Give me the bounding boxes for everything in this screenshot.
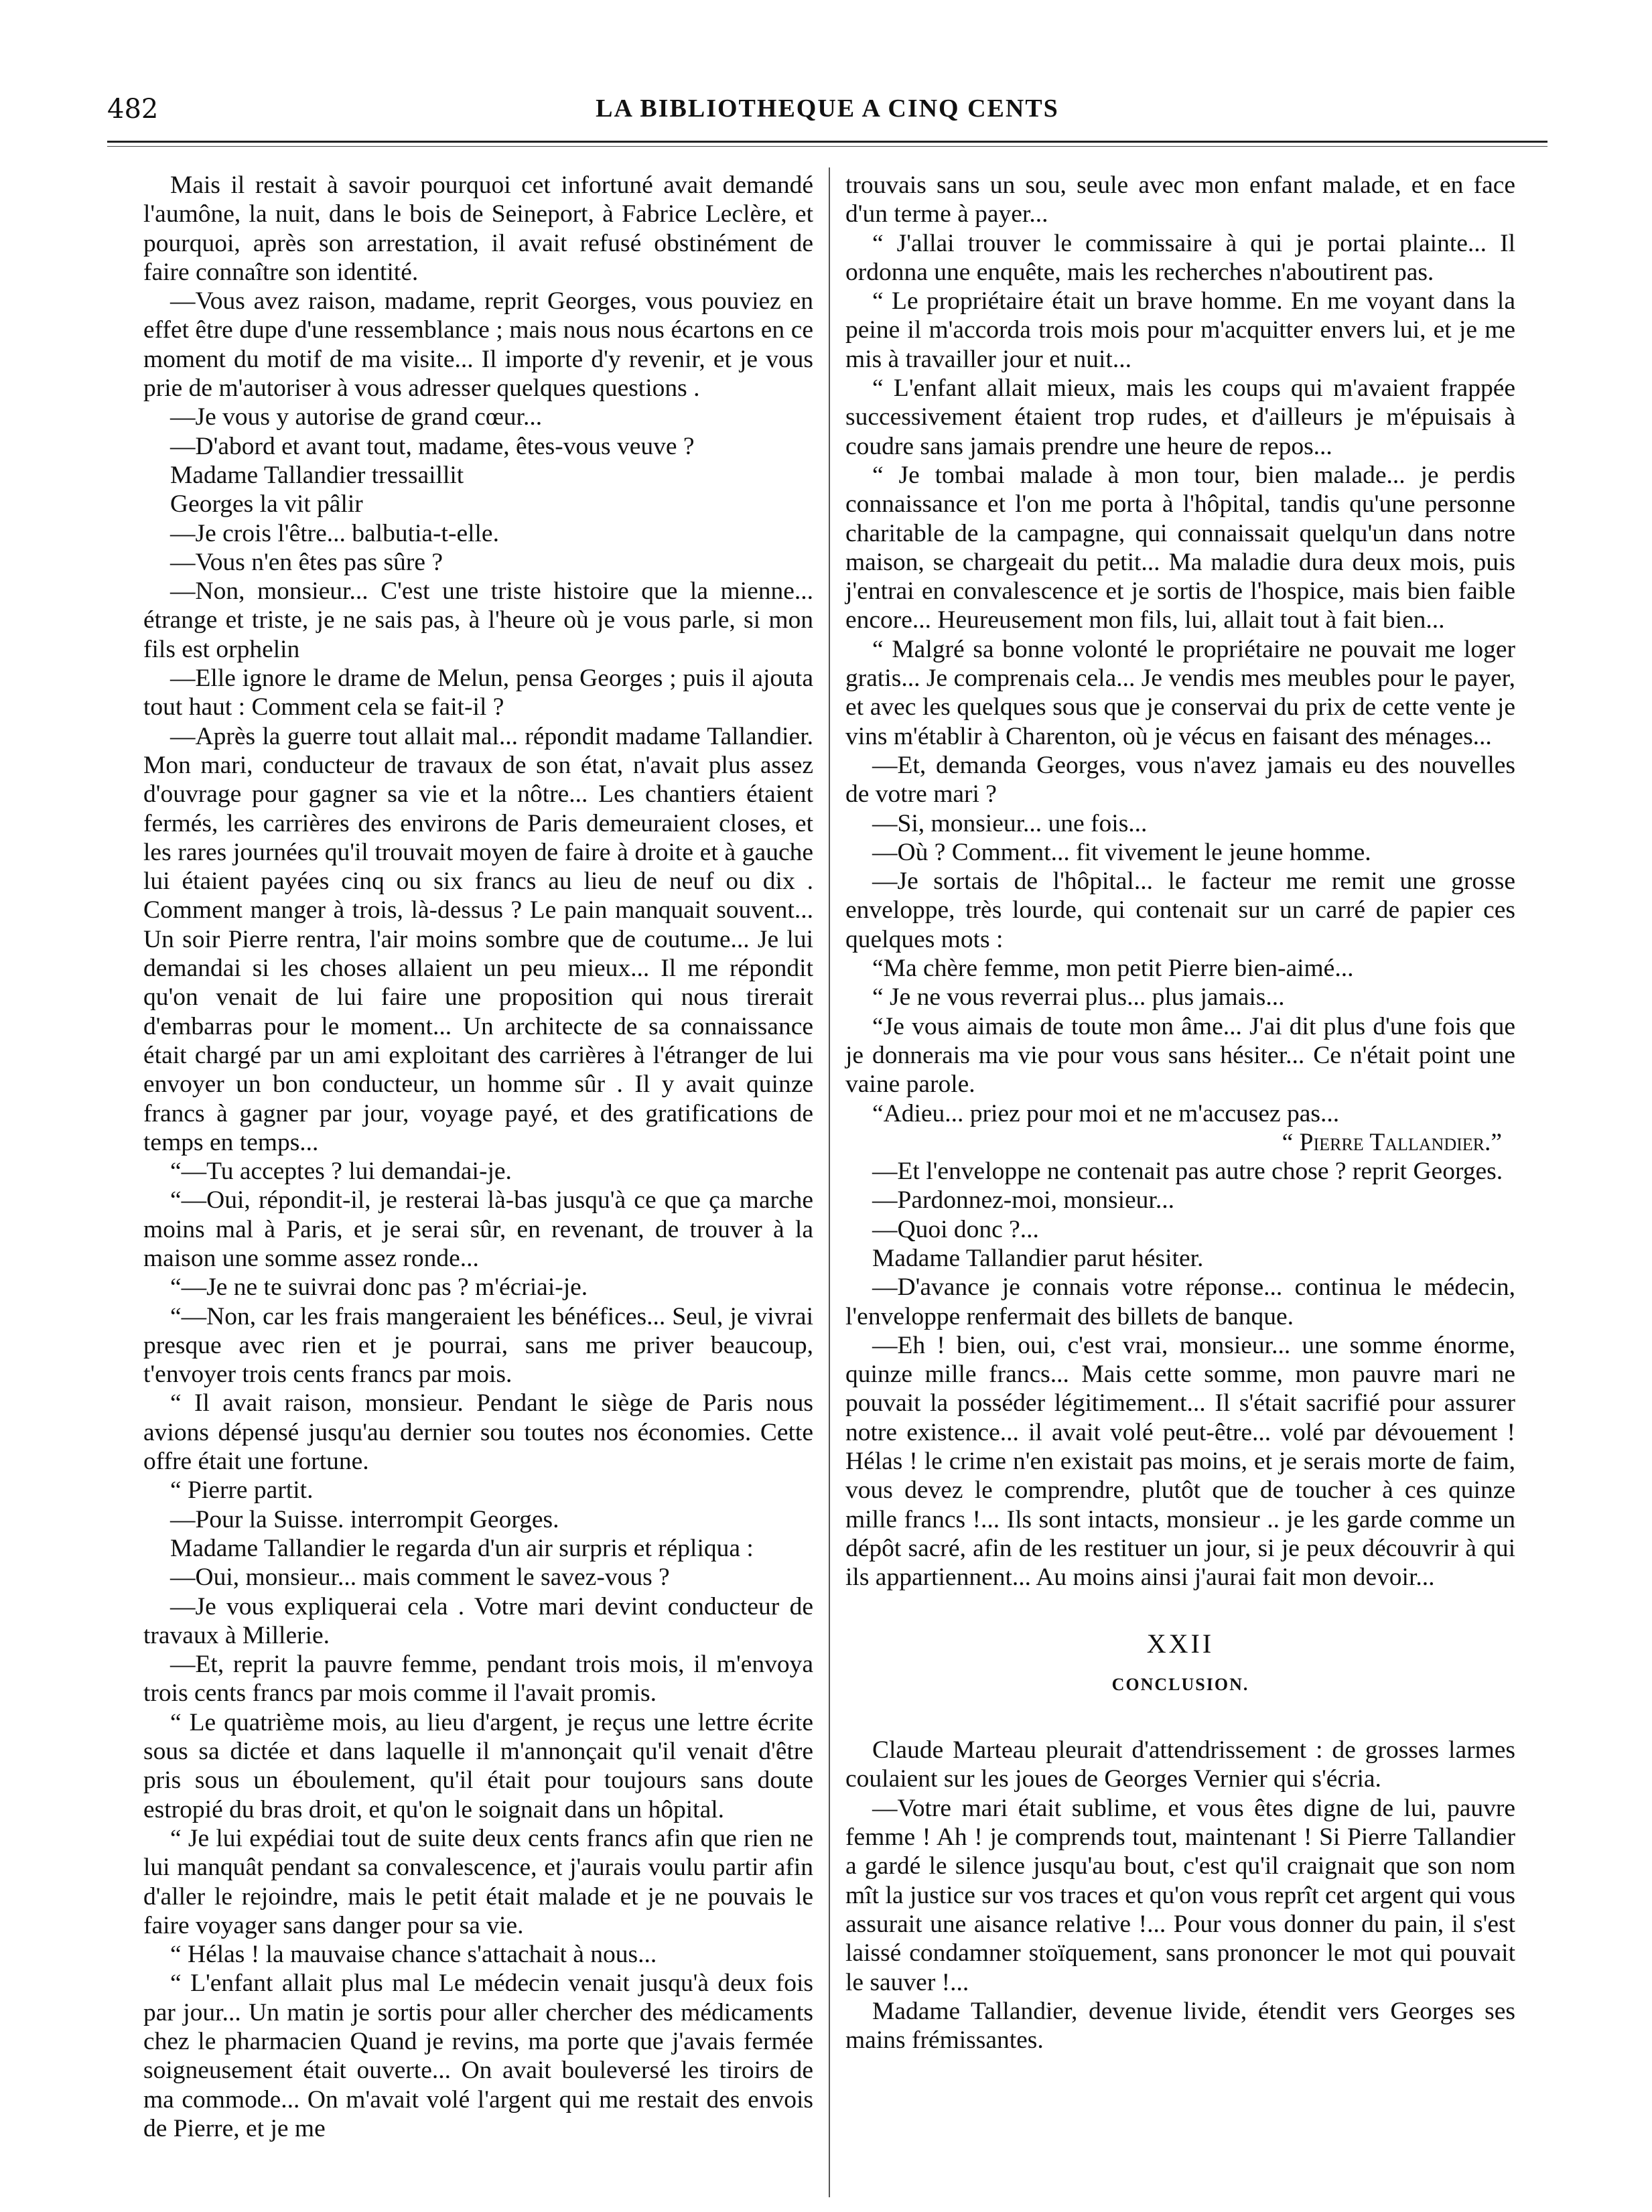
letter-line: “Je vous aimais de toute mon âme... J'ai dit plus d'une fois que je donnerais ma vie pour vous sans hésiter... Ce n'était point une vaine parole. [845,1012,1515,1099]
paragraph: Mais il restait à savoir pourquoi cet infortuné avait demandé l'aumône, la nuit, dans le bois de Seineport, à Fabrice Leclère, et pourquoi, après son arrestation, il avait refusé obstinément de faire connaître son identité. [143,171,813,286]
paragraph: “ Pierre partit. [170,1476,314,1505]
paragraph: “ Hélas ! la mauvaise chance s'attachait à nous... [170,1941,657,1969]
paragraph: —Je crois l'être... balbutia-t-elle. [170,519,499,547]
right-column [845,171,1515,2055]
paragraph: —Et l'enveloppe ne contenait pas autre chose ? reprit Georges. [872,1158,1503,1186]
paragraph: —Eh ! bien, oui, c'est vrai, monsieur... une somme énorme, quinze mille francs... Mais cette somme, mon pauvre mari ne pouvait la posséder légitimement... Il s'était sacrifié pour assurer notre existence... il avait volé peut-être... volé par dévouement ! Hélas ! le crime n'en existait pas moins, et je serais morte de faim, vous devez le comprendre, plutôt que de toucher à ces quinze mille francs !... Ils sont intacts, monsieur .. je les garde comme un dépôt sacré, afin de les restituer un jour, si je peux découvrir à qui ils appartiennent... Au moins ainsi j'aurai fait mon devoir... [845,1331,1515,1592]
right-column-text [845,171,1515,954]
letter-signature: “ Pierre Tallandier.” [1282,1128,1502,1156]
header-rule [107,141,1547,143]
paragraph: —Vous n'en êtes pas sûre ? [170,548,443,576]
column-divider [829,167,830,2197]
paragraph: “ L'enfant allait plus mal Le médecin venait jusqu'à deux fois par jour... Un matin je sortis pour aller chercher des médicaments chez le pharmacien Quand je revins, ma porte que j'avais fermée soigneusement était ouverte... On avait bouleversé les tiroirs de ma commode... On m'avait volé l'argent qui me restait des envois de Pierre, et je me [143,1969,813,2142]
paragraph: Madame Tallandier, devenue livide, étendit vers Georges ses mains frémissantes. [845,1997,1515,2055]
running-title: LA BIBLIOTHEQUE A CINQ CENTS [596,94,1059,123]
paragraph: trouvais sans un sou, seule avec mon enfant malade, et en face d'un terme à payer... [845,171,1515,228]
paragraph: —Votre mari était sublime, et vous êtes digne de lui, pauvre femme ! Ah ! je comprends tout, maintenant ! Si Pierre Tallandier a gardé le silence jusqu'au bout, c'est qu'il craignait que son nom mît la justice sur vos traces et qu'on vous reprît cet argent qui vous assurait une aisance relative !... Pour vous donner du pain, il s'est laissé condamner stoïquement, sans prononcer le mot qui pouvait le sauver !... [845,1794,1515,1996]
paragraph: —Oui, monsieur... mais comment le savez-vous ? [170,1564,670,1592]
paragraph: —Elle ignore le drame de Melun, pensa Georges ; puis il ajouta tout haut : Comment cela se fait-il ? [143,665,813,721]
running-header [107,94,1547,141]
paragraph: “—Oui, répondit-il, je resterai là-bas jusqu'à ce que ça marche moins mal à Paris, et je serai sûr, en revenant, de trouver à la maison une somme assez ronde... [143,1186,813,1272]
header-rule-thin [107,146,1547,147]
paragraph: —Si, monsieur... une fois... [872,809,1148,837]
letter-line: “ Je ne vous reverrai plus... plus jamais... [872,983,1285,1012]
paragraph: Madame Tallandier tressaillit [170,461,464,489]
paragraph: “ L'enfant allait mieux, mais les coups qui m'avaient frappée successivement étaient trop rudes, et d'ailleurs je m'épuisais à coudre sans jamais prendre une heure de repos... [845,374,1515,460]
page-number: 482 [107,94,159,125]
paragraph: —Et, reprit la pauvre femme, pendant trois mois, il m'envoya trois cents francs par mois comme il l'avait promis. [143,1651,813,1708]
paragraph: “ Malgré sa bonne volonté le propriétaire ne pouvait me loger gratis... Je comprenais cela... Je vendis mes meubles pour le payer, et avec les quelques sous que je conservai du prix de cette vente je vins m'établir à Charenton, où je vécus en faisant des ménages... [845,635,1515,750]
chapter-title: CONCLUSION. [1111,1674,1249,1694]
paragraph: —Après la guerre tout allait mal... répondit madame Tallandier. Mon mari, conducteur de travaux de son état, n'avait plus assez d'ouvrage pour gagner sa vie et la nôtre... Les chantiers étaient fermés, les carrières des environs de Paris demeuraient closes, et les rares journées qu'il trouvait moyen de faire à droite et à gauche lui étaient payées cinq ou six francs au lieu de neuf ou dix . Comment manger à trois, là-dessus ? Le pain manquait souvent... Un soir Pierre rentra, l'air moins sombre que de coutume... Je lui demandai si les choses allaient un peu mieux... Il me répondit qu'on venait de lui faire une proposition qui nous tirerait d'embarras pour le moment... Un architecte de sa connaissance était chargé par un ami exploitant des carrières à l'étranger de lui envoyer un bon conducteur, un homme sûr . Il y avait quinze francs à gagner par jour, voyage payé, et des gratifications de temps en temps... [143,722,813,1156]
paragraph: “—Je ne te suivrai donc pas ? m'écriai-je. [170,1273,588,1302]
paragraph: “ J'allai trouver le commissaire à qui je portai plainte... Il ordonna une enquête, mais les recherches n'aboutirent pas. [845,229,1515,286]
chapter-number: XXII [1146,1628,1215,1659]
letter-line: “Ma chère femme, mon petit Pierre bien-aimé... [872,955,1354,983]
right-column-text-after-letter [845,1157,1515,1592]
paragraph: —Pardonnez-moi, monsieur... [872,1186,1174,1215]
paragraph: —Et, demanda Georges, vous n'avez jamais eu des nouvelles de votre mari ? [845,751,1515,809]
left-column [143,171,813,2143]
paragraph: “ Je lui expédiai tout de suite deux cents francs afin que rien ne lui manquât pendant sa convalescence, et j'aurais voulu partir afin d'aller le rejoindre, mais le petit était malade et je ne pouvais le faire voyager sans danger pour sa vie. [143,1824,813,1939]
paragraph: Madame Tallandier le regarda d'un air surpris et répliqua : [170,1534,754,1562]
paragraph: Claude Marteau pleurait d'attendrissement : de grosses larmes coulaient sur les joues de Georges Vernier qui s'écria. [845,1736,1515,1793]
paragraph: “ Je tombai malade à mon tour, bien malade... je perdis connaissance et l'on me porta à l'hôpital, tandis qu'une personne charitable de la campagne, qui connaissait quelqu'un dans notre maison, se chargeait du petit... Ma maladie dura deux mois, puis j'entrai en convalescence et je sortis de l'hospice, mais bien faible encore... Heureusement mon fils, lui, allait tout à fait bien... [845,461,1515,634]
paragraph: —Où ? Comment... fit vivement le jeune homme. [872,838,1371,866]
paragraph: —D'avance je connais votre réponse... continua le médecin, l'enveloppe renfermait des billets de banque. [845,1273,1515,1330]
paragraph: —Je vous y autorise de grand cœur... [170,403,543,431]
paragraph: —Quoi donc ?... [872,1215,1039,1243]
paragraph: “ Il avait raison, monsieur. Pendant le siège de Paris nous avions dépensé jusqu'au dernier sou toutes nos économies. Cette offre était une fortune. [143,1389,813,1476]
paragraph: —Je sortais de l'hôpital... le facteur me remit une grosse enveloppe, très lourde, qui contenait sur un carré de papier ces quelques mots : [845,868,1515,953]
paragraph: “—Non, car les frais mangeraient les bénéfices... Seul, je vivrai presque avec rien et je pourrai, sans me priver beaucoup, t'envoyer trois cents francs par mois. [143,1302,813,1389]
paragraph: “ Le quatrième mois, au lieu d'argent, je reçus une lettre écrite sous sa dictée et dans laquelle il m'annonçait qu'il venait d'être pris sous un éboulement, qu'il était pour toujours sans doute estropié du bras droit, et qu'on le soignait dans un hôpital. [143,1708,813,1823]
paragraph: Madame Tallandier parut hésiter. [872,1244,1204,1272]
letter-line: “Adieu... priez pour moi et ne m'accusez pas... [872,1099,1340,1127]
chapter-text [845,1736,1515,2055]
letter [845,954,1515,1128]
paragraph: —Vous avez raison, madame, reprit Georges, vous pouviez en effet être dupe d'une ressemblance ; mais nous nous écartons en ce moment du motif de ma visite... Il importe d'y revenir, et je vous prie de m'autoriser à vous adresser quelques questions . [143,287,813,403]
paragraph: —D'abord et avant tout, madame, êtes-vous veuve ? [170,432,695,460]
paragraph: Georges la vit pâlir [170,490,363,519]
paragraph: —Je vous expliquerai cela . Votre mari devint conducteur de travaux à Millerie. [143,1592,813,1649]
paragraph: —Non, monsieur... C'est une triste histoire que la mienne... étrange et triste, je ne sais pas, à l'heure où je vous parle, si mon fils est orphelin [143,577,813,663]
paragraph: —Pour la Suisse. interrompit Georges. [170,1505,559,1533]
paragraph: “—Tu acceptes ? lui demandai-je. [170,1158,512,1186]
paragraph: “ Le propriétaire était un brave homme. En me voyant dans la peine il m'accorda trois mois pour m'acquitter envers lui, et je me mis à travailler jour et nuit... [845,287,1515,373]
